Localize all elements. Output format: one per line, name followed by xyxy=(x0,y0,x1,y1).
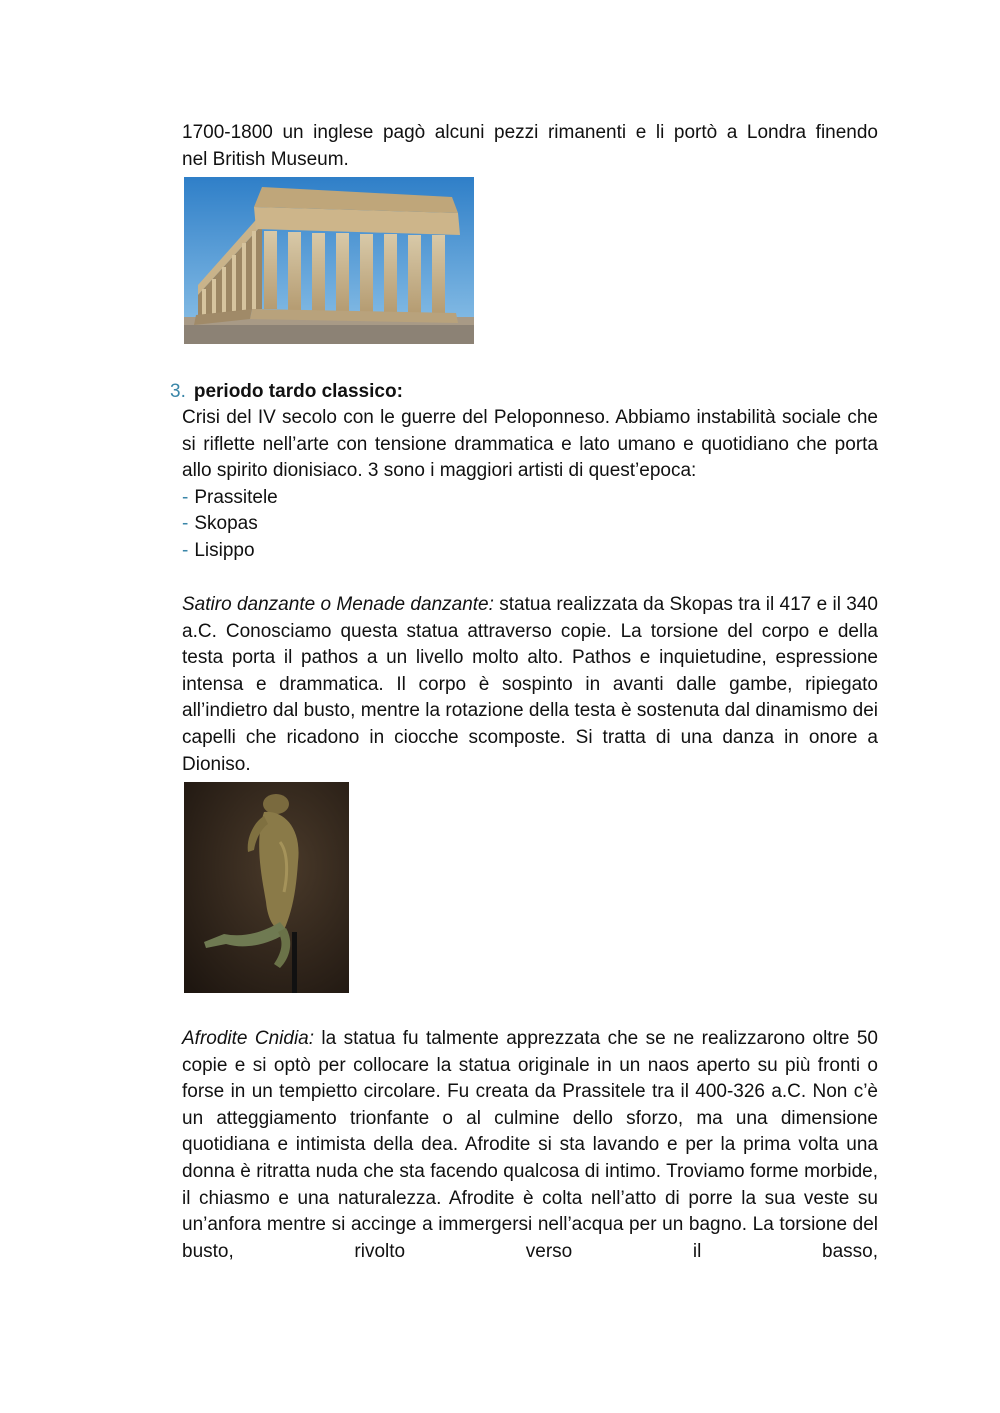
afrodite-title: Afrodite Cnidia: xyxy=(182,1028,315,1049)
intro-paragraph xyxy=(182,120,878,147)
satiro-text: statua realizzata da Skopas tra il 417 e il 340 a.C. Conosciamo questa statua attraverso copie. La torsione del corpo e della testa porta il pathos a un livello molto alto. Pathos e inquietudine, espressione intensa e drammatica. Il corpo è sospinto in avanti dalle gambe, ripiegato all’indietro dal busto, mentre la rotazione della testa è sostenuta dal dinamismo dei capelli che ricadono in ciocche scomposte. Si tratta di una danza in onore a Dioniso. xyxy=(182,594,878,775)
list-item xyxy=(182,538,878,565)
artist-name: Skopas xyxy=(194,513,258,535)
intro-line-2: nel British Museum. xyxy=(182,148,349,170)
parthenon-image xyxy=(184,177,474,344)
artist-name: Lisippo xyxy=(194,539,255,561)
satiro-title: Satiro danzante o Menade danzante: xyxy=(182,594,494,615)
artist-name: Prassitele xyxy=(194,486,278,508)
section-3-paragraph xyxy=(182,405,878,565)
bullet-dash: - xyxy=(182,513,189,535)
afrodite-text: la statua fu talmente apprezzata che se ne realizzarono oltre 50 copie e si optò per collocare la statua originale in un naos aperto su più fronti o forse in un tempietto circolare. Fu creata da Prassitele tra il 400-326 a.C. Non c’è un atteggiamento trionfante o al culmine dello sforzo, ma una dimensione quotidiana e intimista della dea. Afrodite si sta lavando e per la prima volta una donna è ritratta nuda che sta facendo qualcosa di intimo. Troviamo forme morbide, il chiasmo e una naturalezza. Afrodite è colta nell’atto di porre la sua veste su un’anfora mentre si accinge a immergersi nell’acqua per un bagno. La torsione del busto, rivolto verso il basso, xyxy=(182,1028,878,1262)
section-title: periodo tardo classico: xyxy=(193,381,403,402)
section-number: 3. xyxy=(170,381,186,402)
satyr-illustration xyxy=(184,782,349,993)
satiro-paragraph xyxy=(182,592,878,778)
parthenon-illustration xyxy=(184,177,474,344)
list-item xyxy=(182,485,878,512)
section-3-text: Crisi del IV secolo con le guerre del Peloponneso. Abbiamo instabilità sociale che si riflette nell’arte con tensione drammatica e lato umano e quotidiano che porta allo spirito dionisiaco. 3 sono i maggiori artisti di quest’epoca: xyxy=(182,407,878,482)
intro-line-1: 1700-1800 un inglese pagò alcuni pezzi rimanenti e li portò a Londra finendo xyxy=(182,122,878,143)
bullet-dash: - xyxy=(182,486,189,508)
satyr-image xyxy=(184,782,349,993)
afrodite-paragraph xyxy=(182,1026,878,1265)
section-3-heading xyxy=(170,379,403,406)
bullet-dash: - xyxy=(182,539,189,561)
list-item xyxy=(182,511,878,538)
intro-line-2-wrap xyxy=(182,147,878,174)
artists-list xyxy=(182,485,878,565)
